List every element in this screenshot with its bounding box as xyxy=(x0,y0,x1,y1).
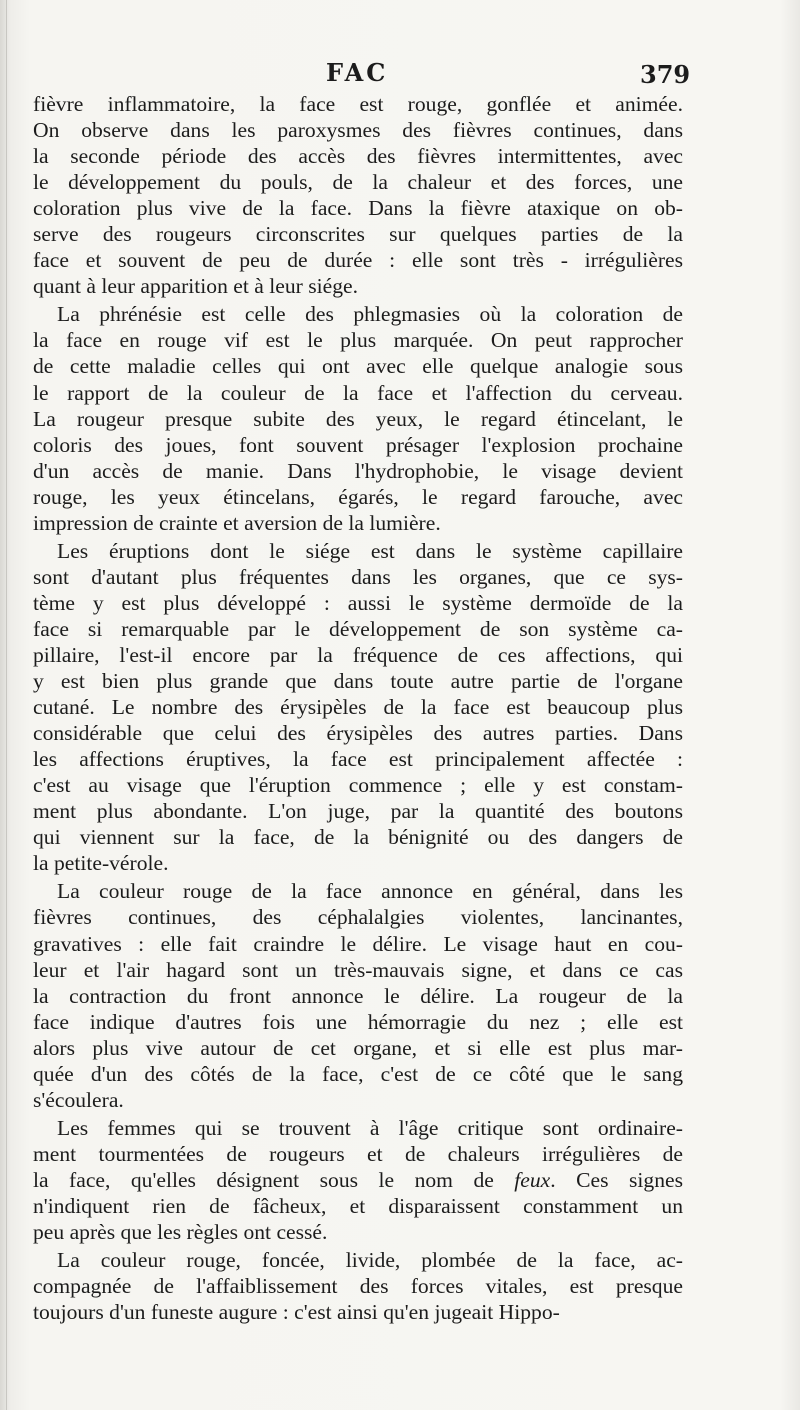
text-line: qui viennent sur la face, de la bénignité ou des dangers de xyxy=(33,825,683,850)
text-line: la seconde période des accès des fièvres intermittentes, avec xyxy=(33,144,683,169)
text-line: On observe dans les paroxysmes des fièvres continues, dans xyxy=(33,118,683,143)
text-line: coloris des joues, font souvent présager l'explosion prochaine xyxy=(33,432,683,457)
text-line: leur et l'air hagard sont un très-mauvais signe, et dans ce cas xyxy=(33,957,683,982)
paragraph xyxy=(33,878,683,1112)
text-line: la contraction du front annonce le délire. La rougeur de la xyxy=(33,983,683,1008)
text-line: ment plus abondante. L'on juge, par la quantité des boutons xyxy=(33,799,683,824)
text-line: d'un accès de manie. Dans l'hydrophobie, le visage devient xyxy=(33,458,683,483)
text-line: le développement du pouls, de la chaleur et des forces, une xyxy=(33,170,683,195)
text-line: s'écoulera. xyxy=(33,1087,124,1112)
italic-term: feux xyxy=(514,1167,551,1192)
text-line: face indique d'autres fois une hémorragie du nez ; elle est xyxy=(33,1009,683,1034)
text-line: les affections éruptives, la face est principalement affectée : xyxy=(33,747,683,772)
text-line: coloration plus vive de la face. Dans la fièvre ataxique on ob- xyxy=(33,196,683,221)
text-line: le rapport de la couleur de la face et l'affection du cerveau. xyxy=(33,380,683,405)
text-line: toujours d'un funeste augure : c'est ainsi qu'en jugeait Hippo- xyxy=(33,1300,560,1325)
text-line: Les éruptions dont le siége est dans le système capillaire xyxy=(57,538,683,563)
text-line: c'est au visage que l'éruption commence ; elle y est constam- xyxy=(33,773,683,798)
text-line: La phrénésie est celle des phlegmasies où la coloration de xyxy=(57,302,683,327)
paragraph xyxy=(33,91,683,299)
text-line: y est bien plus grande que dans toute autre partie de l'organe xyxy=(33,669,683,694)
body-text xyxy=(33,91,683,1325)
text-line: impression de crainte et aversion de la lumière. xyxy=(33,510,441,535)
text-line: considérable que celui des érysipèles des autres parties. Dans xyxy=(33,721,683,746)
text-line: tème y est plus développé : aussi le système dermoïde de la xyxy=(33,590,683,615)
text-line: alors plus vive autour de cet organe, et si elle est plus mar- xyxy=(33,1035,683,1060)
paragraph xyxy=(33,1247,683,1325)
text-line: compagnée de l'affaiblissement des forces vitales, est presque xyxy=(33,1274,683,1299)
text-line: ment tourmentées de rougeurs et de chaleurs irrégulières de xyxy=(33,1141,683,1166)
text-line: la face en rouge vif est le plus marquée. On peut rapprocher xyxy=(33,328,683,353)
text-line: La couleur rouge, foncée, livide, plombée de la face, ac- xyxy=(57,1248,683,1273)
text-line: fièvre inflammatoire, la face est rouge, gonflée et animée. xyxy=(33,92,683,116)
text-line: n'indiquent rien de fâcheux, et disparaissent constamment un xyxy=(33,1193,683,1218)
text-line: peu après que les règles ont cessé. xyxy=(33,1220,328,1245)
text-line: gravatives : elle fait craindre le délire. Le visage haut en cou- xyxy=(33,931,683,956)
text-line: serve des rougeurs circonscrites sur quelques parties de la xyxy=(33,222,683,247)
text-line: pillaire, l'est-il encore par la fréquence de ces affections, qui xyxy=(33,642,683,667)
paragraph xyxy=(33,1115,683,1245)
text-line: quée d'un des côtés de la face, c'est de ce côté que le sang xyxy=(33,1061,683,1086)
text-line: la petite-vérole. xyxy=(33,851,169,876)
text-line: Les femmes qui se trouvent à l'âge critique sont ordinaire- xyxy=(57,1115,683,1140)
text-line: sont d'autant plus fréquentes dans les organes, que ce sys- xyxy=(33,564,683,589)
page-number: 379 xyxy=(640,60,691,89)
running-head-title: FAC xyxy=(326,58,389,87)
text-line: cutané. Le nombre des érysipèles de la face est beaucoup plus xyxy=(33,695,683,720)
text-line: quant à leur apparition et à leur siége. xyxy=(33,274,358,299)
text-line: face si remarquable par le développement de son système ca- xyxy=(33,616,683,641)
text-line: face et souvent de peu de durée : elle sont très - irrégulières xyxy=(33,248,683,273)
text-line: rouge, les yeux étincelans, égarés, le regard farouche, avec xyxy=(33,484,683,509)
paragraph xyxy=(33,301,683,535)
page-gutter xyxy=(6,0,7,1410)
text-line: La couleur rouge de la face annonce en général, dans les xyxy=(57,879,683,904)
text-line: fièvres continues, des céphalalgies violentes, lancinantes, xyxy=(33,905,683,930)
text-line: de cette maladie celles qui ont avec elle quelque analogie sous xyxy=(33,354,683,379)
paragraph xyxy=(33,538,683,877)
text-line: La rougeur presque subite des yeux, le regard étincelant, le xyxy=(33,406,683,431)
text-line: la face, qu'elles désignent sous le nom de feux. Ces signes xyxy=(33,1167,683,1192)
